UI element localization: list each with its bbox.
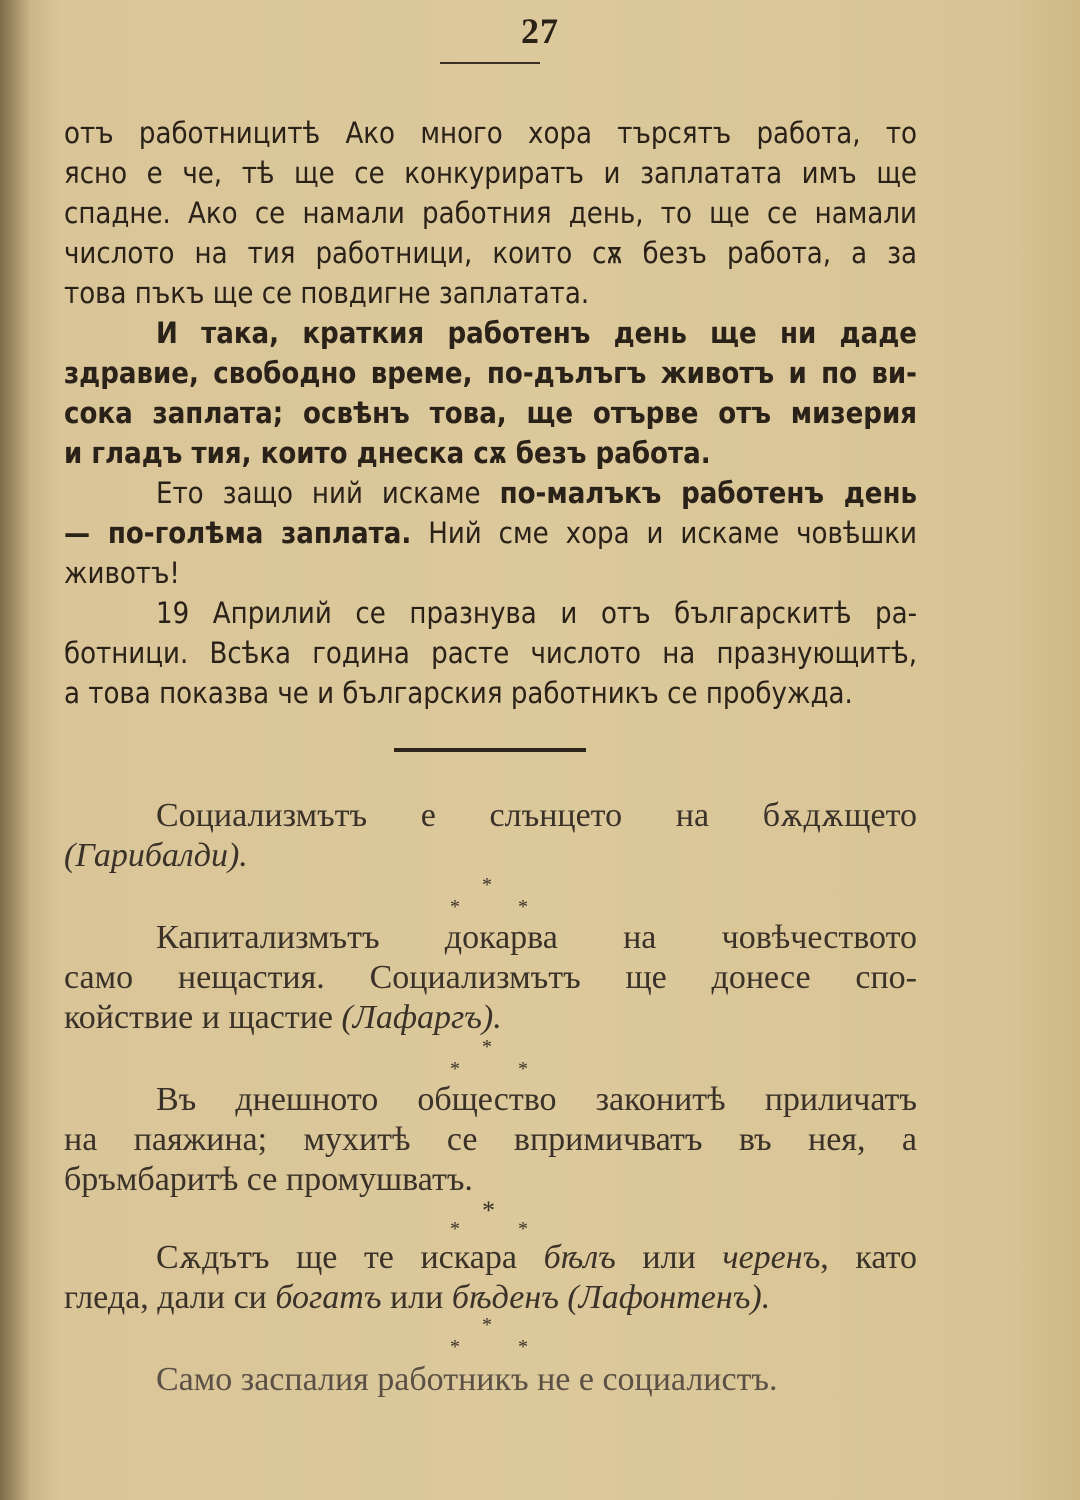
quote-3 (64, 1080, 917, 1200)
paragraph-3-line-3: животъ! (64, 556, 180, 590)
quote-3-line: Въ днешното общество законитѣ приличатъ (156, 1081, 917, 1118)
quote-4-line-1 (64, 1238, 917, 1278)
quote-4-emphasis: черенъ (722, 1239, 821, 1276)
quote-4-text: гледа, дали си (64, 1279, 276, 1316)
star-separator-2 (0, 1036, 1080, 1080)
paragraph-1-line: числото на тия работници, които сѫ безъ работа, а за (64, 236, 917, 270)
paragraph-3-emphasis: — по-голѣма заплата. (64, 516, 412, 550)
quote-4-text: , като (820, 1239, 917, 1276)
quote-4-text: или (615, 1239, 723, 1276)
quote-1-author: (Гарибалди). (64, 837, 248, 874)
paragraph-2-line: здравие, свободно време, по-дълъгъ животъ и по ви- (64, 356, 917, 390)
paragraph-1-line: ясно е че, тѣ ще се конкуриратъ и заплатата имъ ще (64, 156, 917, 190)
quote-5 (64, 1360, 917, 1400)
quote-2 (64, 918, 917, 1038)
quote-2-line: Капитализмътъ докарва на човѣчеството (156, 919, 917, 956)
quote-3-line: бръмбаритѣ се промушватъ. (64, 1161, 473, 1198)
section-divider (394, 748, 586, 752)
paragraph-3 (64, 473, 917, 593)
asterisk-glyph: * (482, 1314, 492, 1336)
quote-4-text: Сѫдътъ ще те искара (156, 1239, 544, 1276)
paragraph-1-line: спадне. Ако се намали работния день, то ще се намали (64, 196, 917, 230)
quote-3-line: на паяжина; мухитѣ се впримичватъ въ нея, а (64, 1121, 917, 1158)
asterisk-glyph: * (482, 1036, 492, 1058)
page-number-rule (440, 62, 540, 64)
paragraph-3-emphasis: по-малъкъ работенъ день (499, 476, 918, 510)
paragraph-2-line: И така, краткия работенъ день ще ни даде (156, 316, 917, 350)
star-separator-1 (0, 874, 1080, 918)
quote-4-emphasis: бѣденъ (451, 1279, 559, 1316)
quote-4 (64, 1238, 917, 1318)
quote-2-author: (Лафаргъ). (341, 999, 502, 1036)
quote-2-line: само нещастия. Социализмътъ ще донесе спо- (64, 959, 917, 996)
quote-4-text: или (381, 1279, 452, 1316)
quote-4-emphasis: богатъ (275, 1279, 382, 1316)
asterisk-glyph: * (450, 1336, 460, 1358)
quote-4-author: (Лафонтенъ). (558, 1279, 771, 1316)
asterisk-glyph: * (518, 1218, 528, 1240)
paragraph-3-line-2 (64, 513, 917, 553)
star-separator-4 (0, 1314, 1080, 1358)
paragraph-1-line: това пъкъ ще се повдигне заплатата. (64, 276, 590, 310)
quote-2-text: койствие и щастие (64, 999, 342, 1036)
quote-4-line-2 (64, 1278, 917, 1318)
quote-1 (64, 796, 917, 876)
quote-1-line: Социализмътъ е слънцето на бѫдѫщето (156, 797, 917, 834)
star-separator-3 (0, 1196, 1080, 1240)
quote-5-line: Само заспалия работникъ не е социалистъ. (156, 1361, 778, 1398)
paragraph-4-line: ботници. Всѣка година расте числото на празнующитѣ, (64, 636, 917, 670)
asterisk-glyph: * (518, 1058, 528, 1080)
paragraph-3-line-1 (64, 473, 917, 513)
paragraph-1 (64, 113, 917, 313)
page-binding-shadow (0, 0, 30, 1500)
paragraph-2 (64, 313, 917, 473)
paragraph-2-line: сока заплата; освѣнъ това, ще отърве отъ мизерия (64, 396, 917, 430)
asterisk-glyph: * (450, 1058, 460, 1080)
paragraph-4-line: а това показва че и българския работникъ се пробужда. (64, 676, 853, 710)
asterisk-glyph: * (450, 896, 460, 918)
asterisk-glyph: * (482, 1196, 495, 1225)
asterisk-glyph: * (450, 1218, 460, 1240)
asterisk-glyph: * (482, 874, 492, 896)
paragraph-2-line: и гладъ тия, които днеска сѫ безъ работа. (64, 436, 711, 470)
paragraph-1-line: отъ работницитѣ Ако много хора търсятъ работа, то (64, 116, 917, 150)
paragraph-3-text: Ний сме хора и искаме човѣшки (411, 516, 917, 550)
asterisk-glyph: * (518, 1336, 528, 1358)
paragraph-4-line: 19 Априлий се празнува и отъ българскитѣ ра- (156, 596, 917, 630)
quote-2-line-3 (64, 998, 917, 1038)
asterisk-glyph: * (518, 896, 528, 918)
page-number: 27 (521, 11, 559, 51)
quote-4-emphasis: бѣлъ (543, 1239, 616, 1276)
paragraph-4 (64, 593, 917, 713)
paragraph-3-text: Ето защо ний искаме (156, 476, 500, 510)
